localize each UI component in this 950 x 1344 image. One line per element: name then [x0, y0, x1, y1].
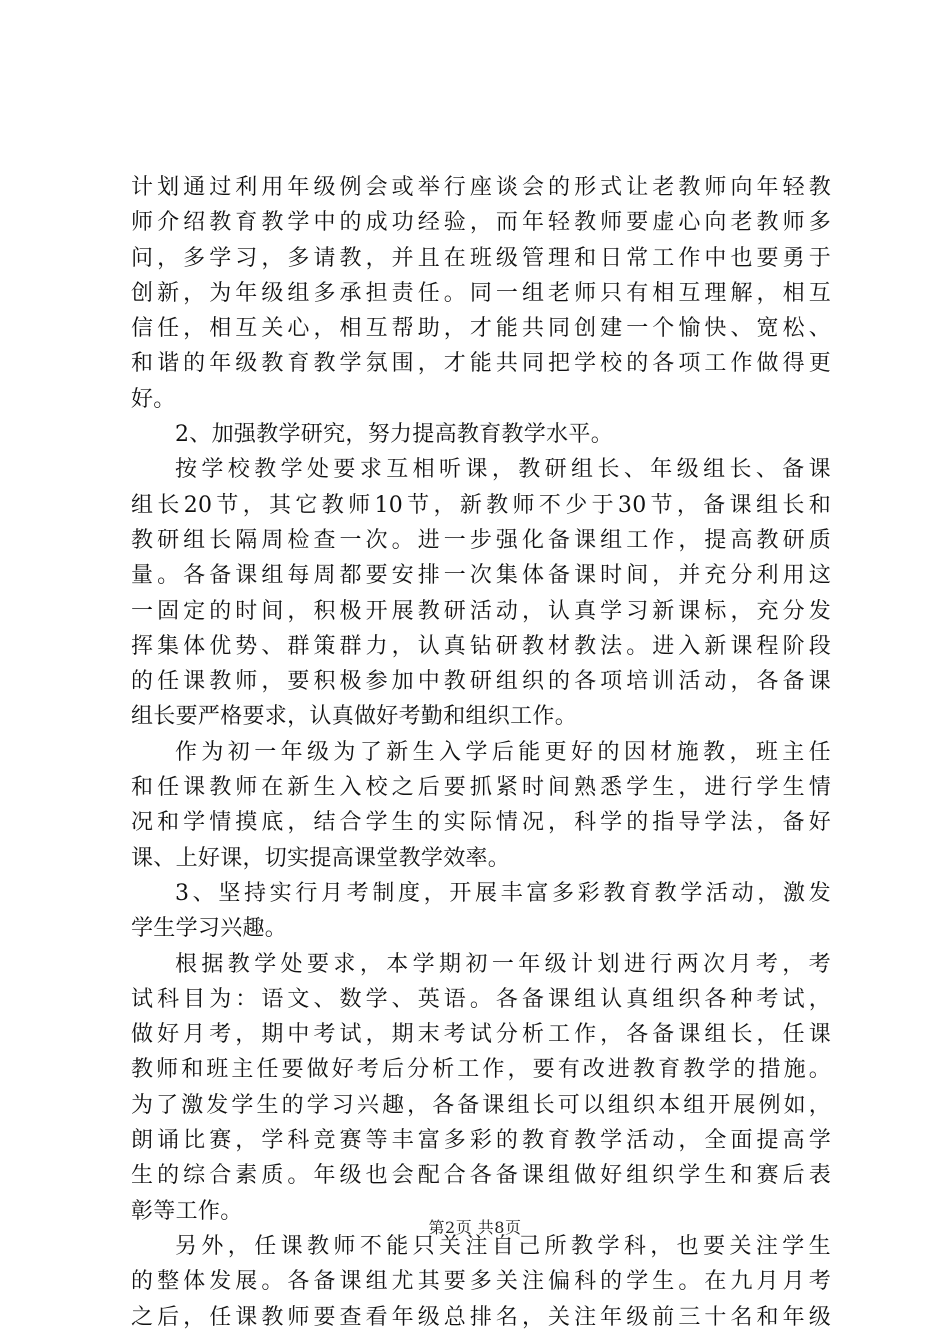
- text-line: 教研组长隔周检查一次。进一步强化备课组工作，提高教研质: [131, 527, 831, 553]
- text-line: 创新，为年级组多承担责任。同一组老师只有相互理解，相互: [131, 280, 831, 306]
- text-line: 的整体发展。各备课组尤其要多关注偏科的学生。在九月月考: [131, 1269, 831, 1295]
- text-line: 课、上好课，切实提高课堂教学效率。: [131, 845, 511, 871]
- text-line: 为了激发学生的学习兴趣，各备课组长可以组织本组开展例如，: [131, 1092, 831, 1118]
- text-line: 根据教学处要求，本学期初一年级计划进行两次月考，考: [175, 951, 831, 977]
- page-footer: 第2页 共8页: [428, 1218, 522, 1237]
- text-line: 彰等工作。: [131, 1198, 243, 1224]
- text-line: 的任课教师，要积极参加中教研组织的各项培训活动，各备课: [131, 669, 831, 695]
- text-line: 计划通过利用年级例会或举行座谈会的形式让老教师向年轻教: [131, 175, 831, 200]
- text-line: 和任课教师在新生入校之后要抓紧时间熟悉学生，进行学生情: [131, 775, 831, 801]
- text-line: 一固定的时间，积极开展教研活动，认真学习新课标，充分发: [131, 598, 831, 624]
- text-line: 作为初一年级为了新生入学后能更好的因材施教，班主任: [175, 739, 831, 765]
- text-line: 和谐的年级教育教学氛围，才能共同把学校的各项工作做得更: [131, 351, 831, 377]
- text-line: 挥集体优势、群策群力，认真钻研教材教法。进入新课程阶段: [131, 633, 831, 659]
- section-heading: 3、坚持实行月考制度，开展丰富多彩教育教学活动，激发: [175, 880, 831, 906]
- text-line: 生的综合素质。年级也会配合各备课组做好组织学生和赛后表: [131, 1163, 831, 1189]
- text-line: 量。各备课组每周都要安排一次集体备课时间，并充分利用这: [131, 563, 831, 589]
- text-line: 试科目为：语文、数学、英语。各备课组认真组织各种考试，: [131, 986, 831, 1012]
- text-line: 组长20节，其它教师10节，新教师不少于30节，备课组长和: [131, 492, 831, 518]
- text-line: 朗诵比赛，学科竞赛等丰富多彩的教育教学活动，全面提高学: [131, 1128, 831, 1154]
- text-line: 况和学情摸底，结合学生的实际情况，科学的指导学法，备好: [131, 810, 831, 836]
- section-heading: 2、加强教学研究，努力提高教育教学水平。: [175, 422, 613, 448]
- text-line: 做好月考，期中考试，期末考试分析工作，各备课组长，任课: [131, 1022, 831, 1048]
- text-line: 按学校教学处要求互相听课，教研组长、年级组长、备课: [175, 457, 831, 483]
- text-line: 好。: [131, 386, 176, 412]
- text-line: 信任，相互关心，相互帮助，才能共同创建一个愉快、宽松、: [131, 316, 831, 342]
- text-line: 教师和班主任要做好考后分析工作，要有改进教育教学的措施。: [131, 1057, 831, 1083]
- text-line: 另外，任课教师不能只关注自己所教学科，也要关注学生: [175, 1233, 831, 1259]
- text-line: 师介绍教育教学中的成功经验，而年轻教师要虚心向老教师多: [131, 210, 831, 236]
- body-text: [131, 170, 831, 1335]
- section-heading: 学生学习兴趣。: [131, 916, 288, 942]
- text-line: 之后，任课教师要查看年级总排名，关注年级前三十名和年级: [131, 1304, 831, 1330]
- text-line: 组长要严格要求，认真做好考勤和组织工作。: [131, 704, 578, 730]
- text-line: 问，多学习，多请教，并且在班级管理和日常工作中也要勇于: [131, 245, 831, 271]
